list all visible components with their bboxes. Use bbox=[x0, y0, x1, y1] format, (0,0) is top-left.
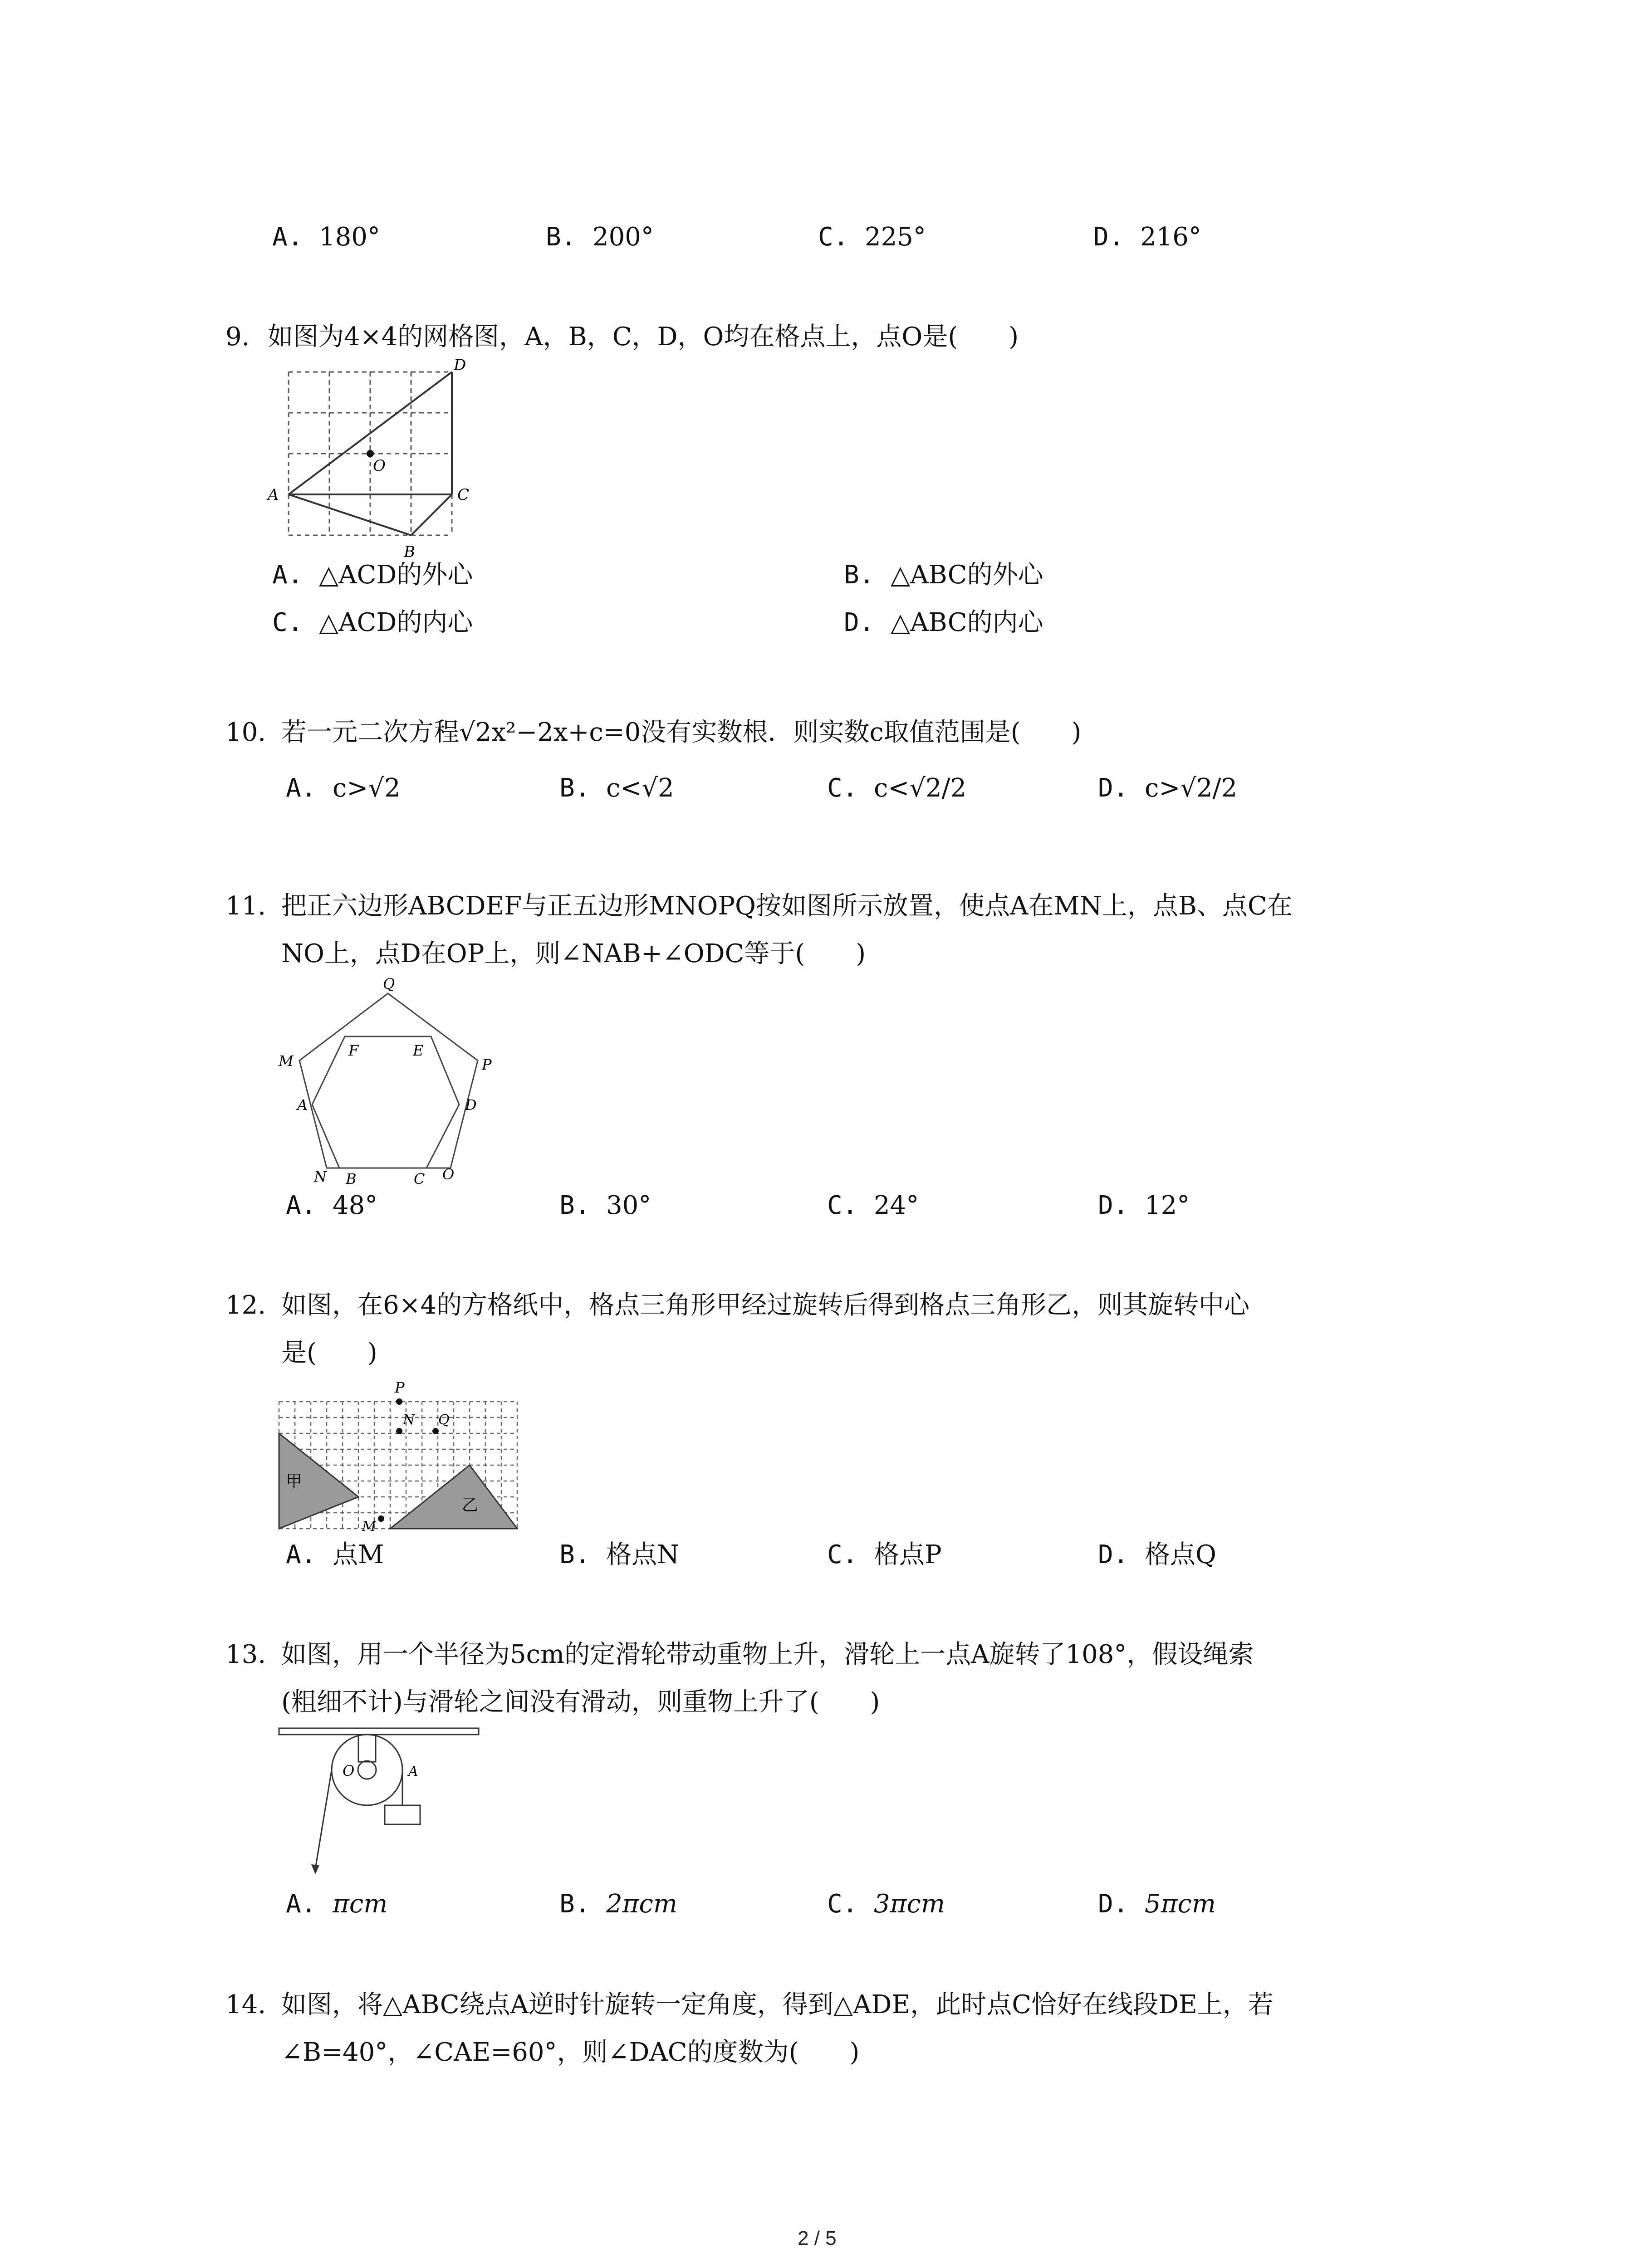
q12-point-p bbox=[396, 1398, 402, 1405]
q9-point-o bbox=[367, 450, 374, 457]
q13-stem-line2: (粗细不计)与滑轮之间没有滑动，则重物上升了( ) bbox=[281, 1687, 880, 1717]
q11-label-c: C bbox=[414, 1170, 425, 1188]
q11-polygon-figure bbox=[272, 975, 526, 1188]
q10-option-c: C. c<√2/2 bbox=[827, 773, 967, 803]
q11-option-a: A. 48° bbox=[286, 1191, 378, 1220]
q14-stem-line2: ∠B=40°，∠CAE=60°，则∠DAC的度数为( ) bbox=[281, 2038, 860, 2067]
q11-label-n: N bbox=[314, 1168, 327, 1185]
q12-label-q: Q bbox=[438, 1412, 450, 1428]
q11-option-c: C. 24° bbox=[827, 1191, 919, 1220]
q11-label-a: A bbox=[297, 1096, 308, 1114]
q12-label-yi: 乙 bbox=[462, 1496, 479, 1515]
q11-label-d: D bbox=[465, 1096, 477, 1114]
page-number: 2 / 5 bbox=[798, 2227, 837, 2249]
q11-option-d: D. 12° bbox=[1098, 1191, 1190, 1220]
q11-number: 11. bbox=[225, 891, 266, 921]
q9-option-a: A. △ACD的外心 bbox=[272, 560, 473, 590]
q10-option-b: B. c<√2 bbox=[559, 773, 674, 803]
q9-label-o: O bbox=[373, 457, 386, 475]
q13-option-c: C. 3πcm bbox=[827, 1889, 945, 1919]
q14-stem-line1: 如图，将△ABC绕点A逆时针旋转一定角度，得到△ADE，此时点C恰好在线段DE上，若 bbox=[281, 1990, 1274, 2019]
q13-weight bbox=[385, 1805, 420, 1824]
q12-point-n bbox=[396, 1428, 402, 1434]
q11-stem-line2: NO上，点D在OP上，则∠NAB+∠ODC等于( ) bbox=[281, 939, 866, 968]
q13-option-a: A. πcm bbox=[286, 1889, 388, 1919]
q13-option-b: B. 2πcm bbox=[559, 1889, 677, 1919]
q8-option-a: A. 180° bbox=[272, 222, 380, 252]
q9-label-d: D bbox=[454, 356, 466, 374]
q13-option-d: D. 5πcm bbox=[1098, 1889, 1216, 1919]
q12-stem-line2: 是( ) bbox=[281, 1338, 377, 1368]
q12-label-n: N bbox=[403, 1412, 415, 1428]
q12-label-jia: 甲 bbox=[286, 1472, 303, 1491]
q11-label-m: M bbox=[279, 1052, 294, 1070]
q10-option-d: D. c>√2/2 bbox=[1098, 773, 1238, 803]
q8-option-b: B. 200° bbox=[546, 222, 654, 252]
q11-stem-line1: 把正六边形ABCDEF与正五边形MNOPQ按如图所示放置，使点A在MN上，点B、点C在 bbox=[281, 891, 1293, 921]
q12-stem-line1: 如图，在6×4的方格纸中，格点三角形甲经过旋转后得到格点三角形乙，则其旋转中心 bbox=[281, 1290, 1250, 1320]
q9-number: 9. bbox=[225, 322, 250, 352]
q10-stem: 若一元二次方程√2x²−2x+c=0没有实数根．则实数c取值范围是( ) bbox=[281, 718, 1082, 747]
q13-label-a: A bbox=[408, 1764, 418, 1779]
q12-point-m bbox=[378, 1515, 384, 1522]
q13-label-o: O bbox=[343, 1762, 355, 1779]
q11-option-b: B. 30° bbox=[559, 1191, 652, 1220]
q12-option-b: B. 格点N bbox=[559, 1540, 680, 1569]
q11-label-q: Q bbox=[383, 975, 395, 992]
q9-label-a: A bbox=[268, 486, 279, 504]
q11-label-f: F bbox=[348, 1042, 359, 1059]
q8-option-d: D. 216° bbox=[1093, 222, 1201, 252]
q8-option-c: C. 225° bbox=[818, 222, 926, 252]
q12-option-d: D. 格点Q bbox=[1098, 1540, 1216, 1569]
q9-option-c: C. △ACD的内心 bbox=[272, 608, 473, 637]
q11-label-e: E bbox=[413, 1042, 424, 1059]
q12-label-p: P bbox=[395, 1379, 405, 1396]
q13-stem-line1: 如图，用一个半径为5cm的定滑轮带动重物上升，滑轮上一点A旋转了108°，假设绳索 bbox=[281, 1640, 1254, 1669]
q12-option-c: C. 格点P bbox=[827, 1540, 942, 1569]
q11-label-o: O bbox=[442, 1166, 455, 1183]
q14-number: 14. bbox=[225, 1990, 266, 2019]
q12-label-m: M bbox=[362, 1519, 376, 1535]
q9-option-d: D. △ABC的内心 bbox=[844, 608, 1043, 637]
q11-label-b: B bbox=[346, 1170, 357, 1188]
q10-number: 10. bbox=[225, 718, 266, 747]
q9-label-b: B bbox=[404, 543, 415, 561]
q10-option-a: A. c>√2 bbox=[286, 773, 401, 803]
q12-option-a: A. 点M bbox=[286, 1540, 384, 1569]
q13-pulley-figure bbox=[272, 1719, 490, 1892]
q12-grid-figure bbox=[272, 1374, 526, 1547]
q9-stem: 如图为4×4的网格图，A，B，C，D，O均在格点上，点O是( ) bbox=[268, 322, 1019, 352]
q12-point-q bbox=[432, 1428, 439, 1434]
q12-number: 12. bbox=[225, 1290, 266, 1320]
q9-label-c: C bbox=[457, 486, 470, 504]
q13-number: 13. bbox=[225, 1640, 266, 1669]
q11-label-p: P bbox=[482, 1056, 492, 1073]
q9-option-b: B. △ABC的外心 bbox=[844, 560, 1043, 590]
q9-grid-figure bbox=[254, 354, 490, 562]
